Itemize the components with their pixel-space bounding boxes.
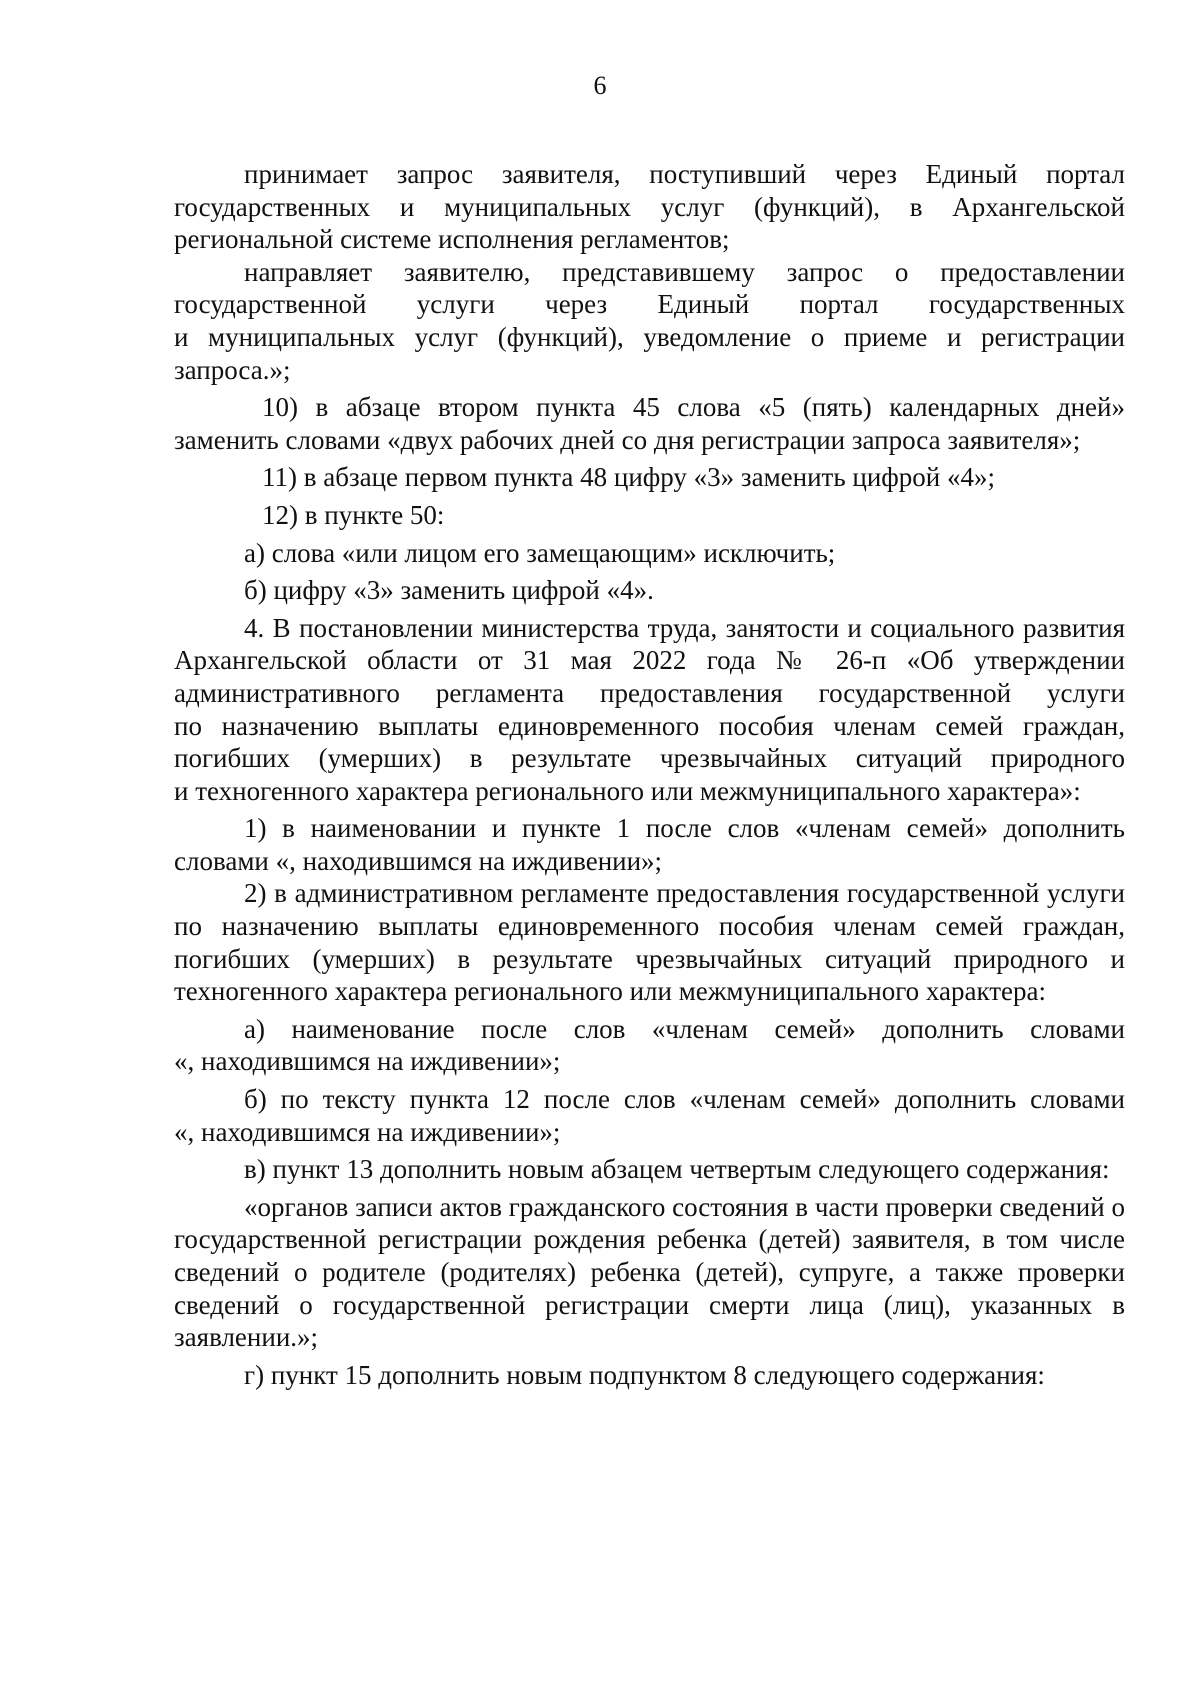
paragraph-2: направляет заявителю, представившему запрос о предоставлении государственной услуги через Единый портал государственных — [174, 256, 1125, 320]
paragraph-19: «органов записи актов гражданского состояния в части проверки сведений о государственной регистрации рождения ребенка (детей) заявителя, в том числе сведений о родителе (родителях) ребенка (детей), супруге, а также проверки сведений о государственной регистрации смерти лица (лиц), указанных в заявлении.»; — [174, 1191, 1125, 1353]
paragraph-11: и техногенного характера регионального или межмуниципального характера»: — [174, 775, 1081, 806]
document-body — [174, 158, 1125, 1391]
paragraph-6: 12) в пункте 50: — [262, 499, 445, 530]
paragraph-10: по назначению выплаты единовременного пособия членам семей граждан, погибших (умерших) в результате чрезвычайных ситуаций природного — [174, 710, 1125, 774]
paragraph-1: принимает запрос заявителя, поступивший через Единый портал государственных и муниципальных услуг (функций), в Архангельской региональной системе исполнения регламентов; — [174, 159, 1125, 255]
paragraph-3: и муниципальных услуг (функций), уведомление о приеме и регистрации запроса.»; — [174, 321, 1125, 385]
paragraph-7: а) слова «или лицом его замещающим» исключить; — [244, 537, 836, 568]
page-number: 6 — [593, 71, 607, 100]
paragraph-15: «, находившимся на иждивении»; — [174, 1046, 561, 1077]
paragraph-4: 10) в абзаце втором пункта 45 слова «5 (пять) календарных дней» заменить словами «двух рабочих дней со дня регистрации запроса заявителя»; — [174, 392, 1125, 455]
paragraph-18: в) пункт 13 дополнить новым абзацем четвертым следующего содержания: — [244, 1154, 1110, 1185]
paragraph-13: 2) в административном регламенте предоставления государственной услуги по назначению выплаты единовременного пособия членам семей граждан, погибших (умерших) в результате чрезвычайных ситуаций природного и техногенного характера регионального или межмуниципального характера: — [174, 878, 1125, 1007]
paragraph-5: 11) в абзаце первом пункта 48 цифру «3» заменить цифрой «4»; — [262, 462, 995, 493]
paragraph-20: г) пункт 15 дополнить новым подпунктом 8 следующего содержания: — [244, 1359, 1045, 1390]
paragraph-17: «, находившимся на иждивении»; — [174, 1116, 561, 1147]
paragraph-8: б) цифру «3» заменить цифрой «4». — [244, 575, 654, 606]
paragraph-14: а) наименование после слов «членам семей» дополнить словами — [244, 1013, 1125, 1044]
paragraph-16: б) по тексту пункта 12 после слов «членам семей» дополнить словами — [244, 1084, 1125, 1115]
paragraph-9: 4. В постановлении министерства труда, занятости и социального развития Архангельской области от 31 мая 2022 года № 26-п «Об утверждении административного регламента предоставления государственной услуги — [174, 612, 1125, 708]
paragraph-12: 1) в наименовании и пункте 1 после слов «членам семей» дополнить словами «, находившимся на иждивении»; — [174, 813, 1125, 876]
